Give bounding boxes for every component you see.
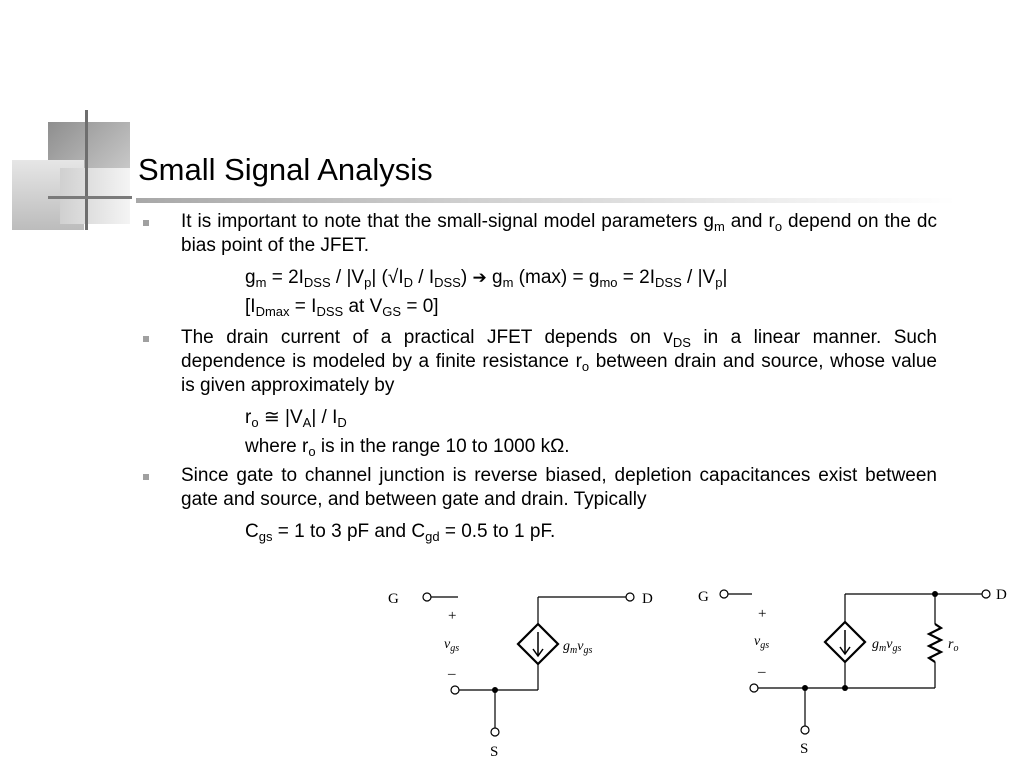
ro-label: $r_o$ (948, 637, 959, 654)
source-node (750, 684, 758, 692)
gate-label: G (388, 591, 399, 607)
bullet-1-text: It is important to note that the small-signal model parameters $g_m$ and $r_o$ depend on the dc bias point of the JFET. (181, 211, 937, 256)
gate-label: G (698, 589, 709, 605)
ro-equation: $r_o$ ≅ $|V_A| / I_D$ (245, 407, 347, 430)
corner-decoration (0, 0, 140, 240)
resistor-icon (929, 624, 941, 662)
bullet-marker (143, 474, 149, 480)
plus-sign: + (758, 606, 767, 622)
bullet-marker (143, 336, 149, 342)
source-terminal (491, 728, 499, 736)
drain-label: D (642, 591, 653, 607)
bullet-3-text: Since gate to channel junction is reverse biased, depletion capacitances exist between gate and source, and between gate and drain. Typically (181, 465, 937, 510)
minus-sign: – (758, 664, 766, 680)
source-node (451, 686, 459, 694)
gate-terminal (720, 590, 728, 598)
title-underline (136, 198, 956, 203)
gate-terminal (423, 593, 431, 601)
gm-vgs-label: $g_mv_{gs}$ (563, 639, 593, 656)
drain-label: D (996, 587, 1007, 603)
capacitance-equation: $C_{gs} = 1$ to 3 pF and $C_{gd} = 0.5$ to 1 pF. (245, 521, 556, 544)
small-signal-circuit-ideal (380, 578, 670, 763)
plus-sign: + (448, 608, 457, 624)
source-label: S (490, 744, 499, 760)
vgs-label: $v_{gs}$ (754, 634, 770, 651)
drain-terminal (982, 590, 990, 598)
vgs-label: $v_{gs}$ (444, 637, 460, 654)
gm-vgs-label: $g_mv_{gs}$ (872, 637, 902, 654)
ro-range-text: where $r_o$ is in the range 10 to 1000 kΩ. (245, 436, 570, 459)
page-title: Small Signal Analysis (138, 152, 433, 187)
small-signal-circuit-with-ro (690, 578, 1020, 763)
bullet-marker (143, 220, 149, 226)
gm-equation: $g_m = 2I_{DSS} / |V_p|$ $(√I_D / I_{DSS})$ ➔ $g_m$ $(\max) = g_{mo} = 2I_{DSS} / |V_p|$ (245, 267, 728, 290)
source-terminal (801, 726, 809, 734)
idmax-equation: [$I_{Dmax} = I_{DSS}$ at $V_{GS} = 0$] (245, 296, 439, 319)
drain-terminal (626, 593, 634, 601)
minus-sign: – (448, 666, 456, 682)
source-label: S (800, 741, 809, 757)
bullet-2-text: The drain current of a practical JFET depends on $v_{DS}$ in a linear manner. Such dependence is modeled by a finite resistance $r_o$ between drain and source, whose value is given approximately by (181, 327, 938, 396)
arrow-right-icon: ➔ (472, 268, 487, 287)
